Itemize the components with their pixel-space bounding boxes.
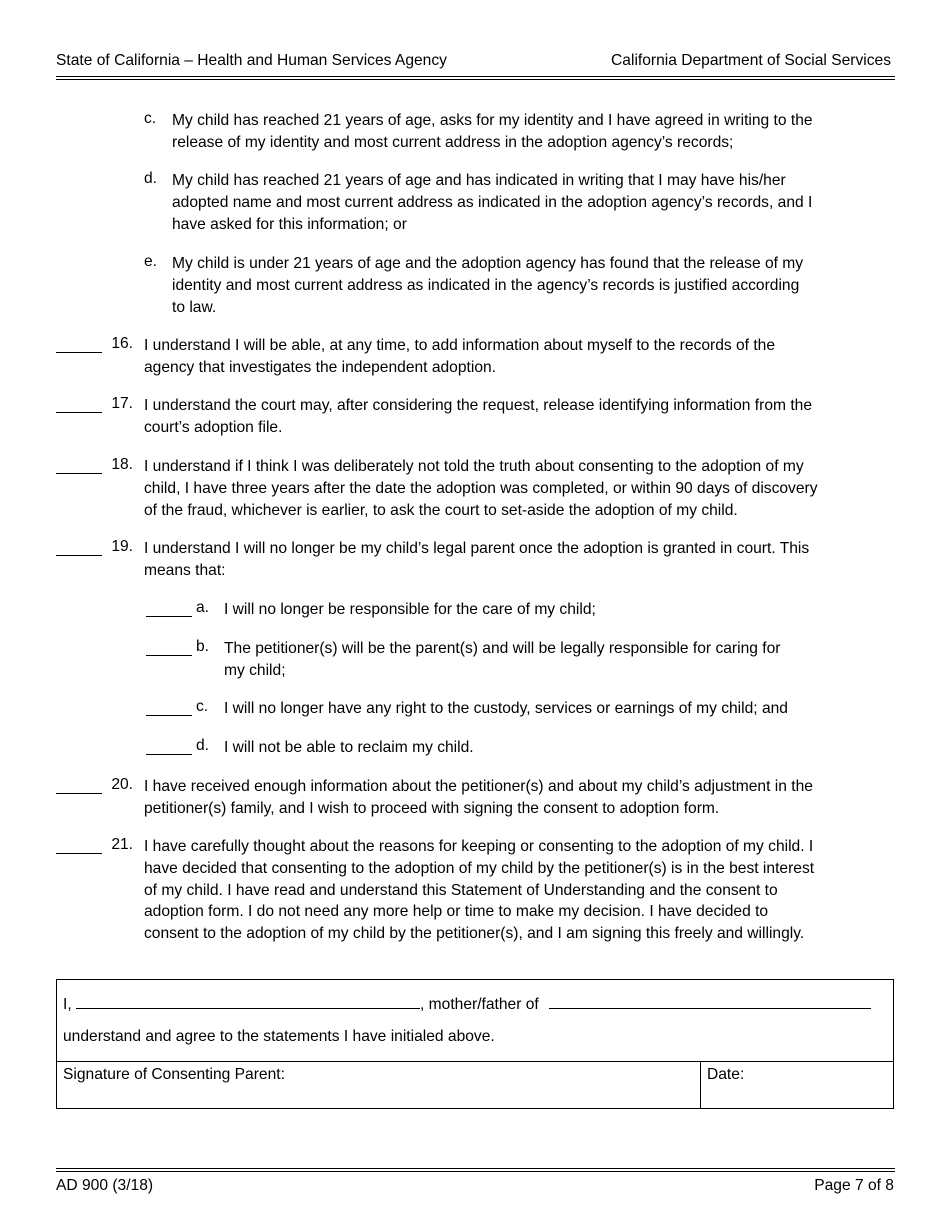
item-number: 20. [111,776,133,793]
text-line: I understand I will be able, at any time, to add information about myself to the records of the [144,337,776,354]
header-agency: State of California – Health and Human Services Agency [56,52,447,69]
mother-father-label: , mother/father of [420,996,539,1013]
item-letter: c. [196,698,209,715]
text-line: My child has reached 21 years of age and has indicated in writing that I may have his/her [172,172,786,189]
parent-name-field[interactable] [76,994,420,1009]
initial-blank[interactable] [146,754,192,755]
divider [700,1061,701,1109]
text-line: I have received enough information about the petitioner(s) and about my child’s adjustment in the [144,778,813,795]
text-line: means that: [144,561,226,579]
item-text [172,253,803,318]
initial-blank[interactable] [146,655,192,656]
signature-box [56,979,894,1109]
text-line: have asked for this information; or [172,215,407,233]
text-line: I understand the court may, after considering the request, release identifying information from the [144,397,813,414]
text-line: petitioner(s) family, and I wish to proceed with signing the consent to adoption form. [144,799,720,817]
text-line: to law. [172,298,217,316]
initial-blank[interactable] [56,412,102,413]
initial-blank[interactable] [146,715,192,716]
item-number: 17. [111,395,133,412]
item-text [224,737,474,759]
item-text [172,110,813,154]
item-number: 19. [111,538,133,555]
date-field[interactable]: Date: [707,1066,745,1083]
item-letter: b. [196,638,210,655]
header-rule [56,76,895,80]
item-text [172,170,812,235]
item-text [224,638,780,682]
text-line: of the fraud, whichever is earlier, to ask the court to set-aside the adoption of my child. [144,501,738,519]
initial-blank[interactable] [56,352,102,353]
initial-blank[interactable] [56,853,102,854]
text-line: I will no longer be responsible for the care of my child; [224,601,596,618]
text-line: agency that investigates the independent adoption. [144,358,496,376]
child-name-field[interactable] [549,994,871,1009]
text-line: My child has reached 21 years of age, asks for my identity and I have agreed in writing to the [172,112,813,129]
divider [57,1061,893,1062]
initial-blank[interactable] [56,793,102,794]
signature-field[interactable]: Signature of Consenting Parent: [63,1066,285,1083]
text-line: The petitioner(s) will be the parent(s) and will be legally responsible for caring for [224,640,781,657]
item-number: 21. [111,836,133,853]
item-text [144,456,818,521]
text-line: I have carefully thought about the reasons for keeping or consenting to the adoption of my child. I [144,838,814,855]
text-line: my child; [224,661,286,679]
item-letter: d. [196,737,210,754]
item-text [144,776,813,820]
text-line: of my child. I have read and understand this Statement of Understanding and the consent to [144,881,778,899]
footer-rule [56,1168,895,1172]
text-line: I will not be able to reclaim my child. [224,739,474,756]
initial-blank[interactable] [146,616,192,617]
initial-blank[interactable] [56,555,102,556]
text-line: My child is under 21 years of age and the adoption agency has found that the release of my [172,255,804,272]
header-department: California Department of Social Services [611,52,891,69]
form-number: AD 900 (3/18) [56,1177,154,1194]
text-line: release of my identity and most current address in the adoption agency’s records; [172,133,734,151]
text-line: I understand I will no longer be my child’s legal parent once the adoption is granted in court. This [144,540,810,557]
item-letter: d. [144,170,158,187]
text-line: have decided that consenting to the adoption of my child by the petitioner(s) is in the best interest [144,859,815,877]
statement-line [63,994,871,1014]
text-line: identity and most current address as indicated in the agency’s records is justified according [172,276,800,294]
item-text [144,538,809,582]
item-number: 18. [111,456,133,473]
text-line: I understand if I think I was deliberately not told the truth about consenting to the adoption of my [144,458,804,475]
agreement-text: understand and agree to the statements I have initialed above. [63,1028,495,1045]
item-letter: e. [144,253,158,270]
prefix-label: I, [63,996,72,1013]
item-letter: a. [196,599,210,616]
item-number: 16. [111,335,133,352]
text-line: court’s adoption file. [144,418,283,436]
item-text [144,836,814,945]
text-line: consent to the adoption of my child by the petitioner(s), and I am signing this freely and willingly. [144,925,805,943]
item-text [144,395,812,439]
page-number: Page 7 of 8 [814,1177,894,1194]
item-text [224,698,788,720]
item-letter: c. [144,110,157,127]
text-line: child, I have three years after the date the adoption was completed, or within 90 days of discovery [144,479,818,497]
text-line: adopted name and most current address as indicated in the adoption agency’s records, and I [172,193,813,211]
initial-blank[interactable] [56,473,102,474]
text-line: I will no longer have any right to the custody, services or earnings of my child; and [224,700,788,717]
text-line: adoption form. I do not need any more help or time to make my decision. I have decided to [144,903,769,921]
item-text [224,599,596,621]
item-text [144,335,775,379]
